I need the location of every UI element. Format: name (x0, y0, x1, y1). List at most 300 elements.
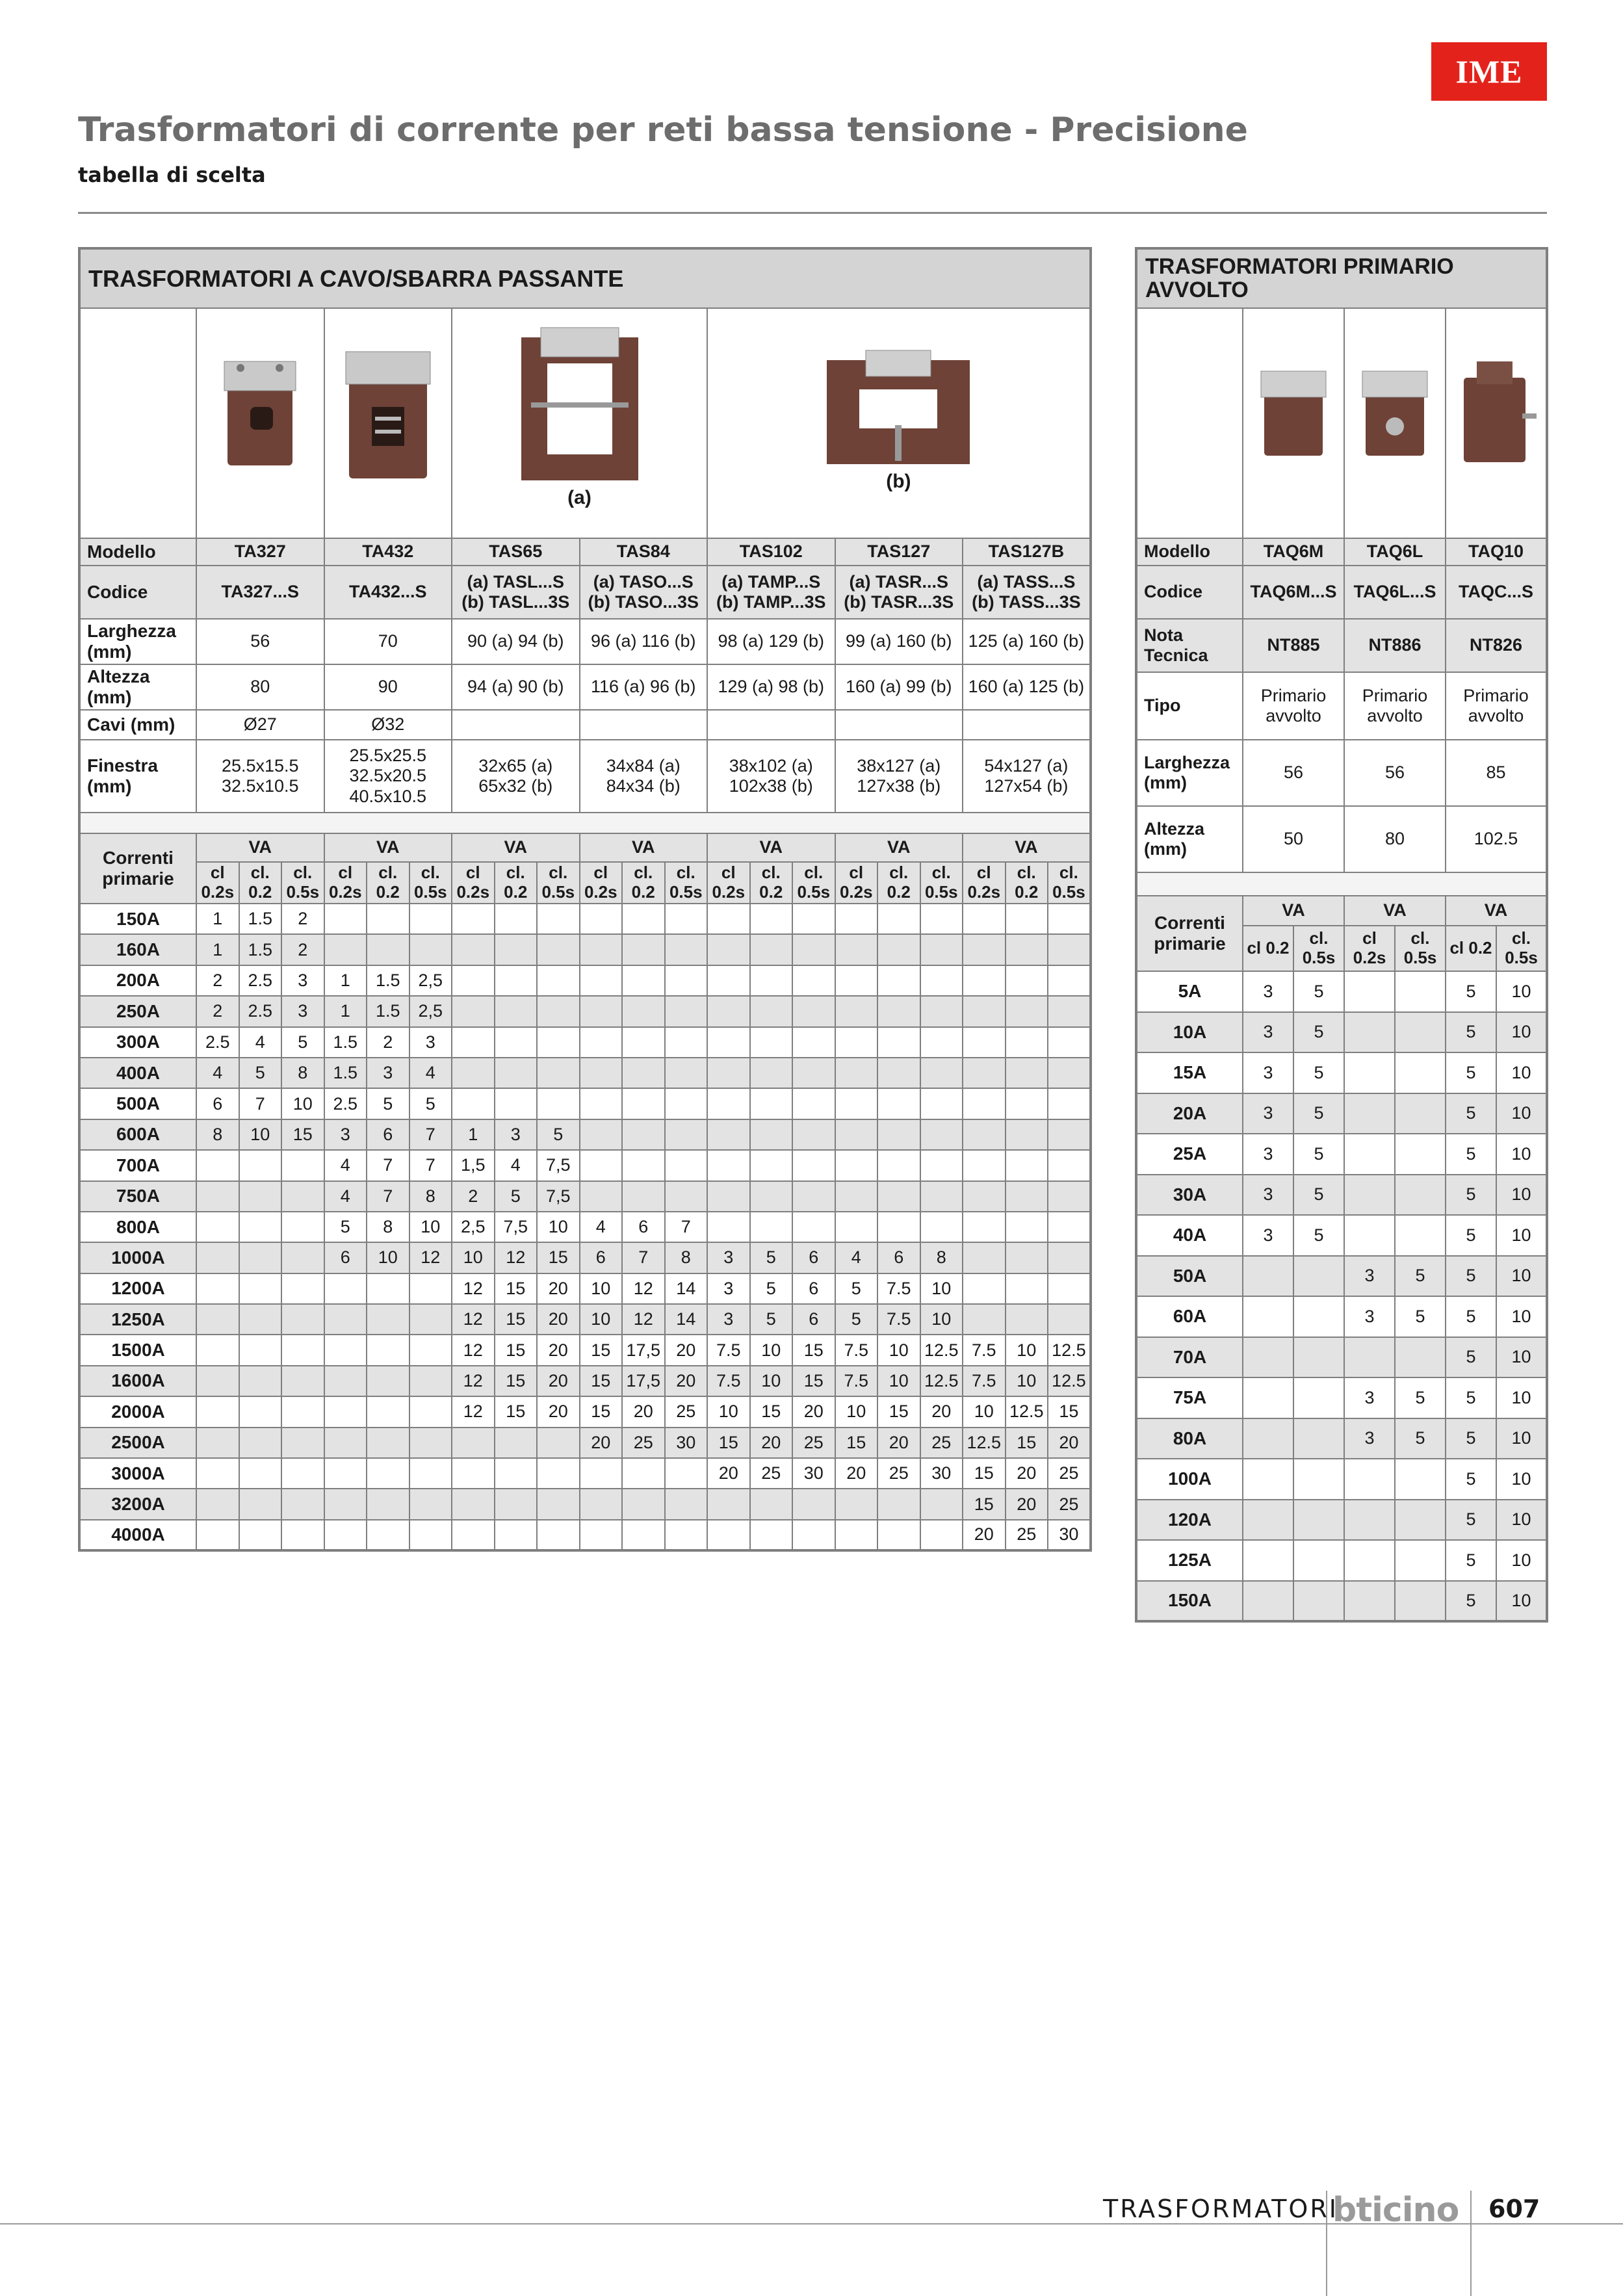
tipo-cell: Primario avvolto (1344, 672, 1446, 740)
va-value-cell (495, 934, 538, 965)
va-value-cell-right: 5 (1446, 1052, 1496, 1093)
va-value-cell-right: 3 (1243, 1052, 1293, 1093)
va-value-cell (239, 1273, 282, 1304)
codice-cell: (a) TASO...S (b) TASO...3S (580, 566, 708, 619)
va-value-cell (281, 1366, 324, 1396)
class-header: cl. 0.5s (792, 862, 835, 904)
va-value-cell (750, 1088, 793, 1119)
va-value-cell (963, 1027, 1006, 1058)
va-value-cell (622, 904, 665, 934)
va-value-cell-right: 3 (1243, 971, 1293, 1012)
va-value-cell: 7.5 (963, 1335, 1006, 1365)
modello-cell: TA327 (196, 538, 324, 566)
va-value-cell: 2,5 (452, 1212, 495, 1242)
va-value-cell: 5 (324, 1212, 367, 1242)
va-value-cell: 7 (367, 1150, 409, 1181)
va-value-cell (196, 1150, 239, 1181)
va-value-cell: 12 (622, 1273, 665, 1304)
va-value-cell (239, 1212, 282, 1242)
va-value-cell (877, 1058, 920, 1088)
current-label-right: 10A (1136, 1012, 1243, 1053)
va-value-cell-right (1395, 1337, 1446, 1378)
modello-cell: TAS65 (452, 538, 580, 566)
va-value-cell-right: 3 (1344, 1296, 1395, 1337)
va-value-cell-right: 5 (1446, 1296, 1496, 1337)
current-label-right: 15A (1136, 1052, 1243, 1093)
ta327-photo-cell (196, 308, 324, 538)
va-value-cell (792, 1150, 835, 1181)
va-value-cell (452, 1520, 495, 1550)
va-value-cell-right: 5 (1446, 1134, 1496, 1175)
va-value-cell: 7,5 (495, 1212, 538, 1242)
va-value-cell-right (1395, 1175, 1446, 1216)
ta432-photo (336, 335, 440, 485)
va-value-cell (239, 1428, 282, 1458)
taq6m-photo-cell (1243, 308, 1344, 538)
va-value-cell (963, 1304, 1006, 1335)
va-value-cell-right (1293, 1540, 1344, 1581)
va-value-cell: 25 (792, 1428, 835, 1458)
va-value-cell: 3 (281, 965, 324, 996)
class-header: cl. 0.2 (495, 862, 538, 904)
va-value-cell: 20 (537, 1335, 580, 1365)
va-value-cell (750, 1489, 793, 1519)
va-value-cell (920, 1027, 963, 1058)
va-value-cell (409, 1335, 452, 1365)
va-value-cell-right: 5 (1446, 1093, 1496, 1134)
va-value-cell (537, 1088, 580, 1119)
current-label: 500A (79, 1088, 196, 1119)
current-label: 1500A (79, 1335, 196, 1365)
va-value-cell (580, 934, 623, 965)
va-value-cell: 7 (665, 1212, 708, 1242)
va-value-cell-right: 3 (1243, 1134, 1293, 1175)
va-value-cell (495, 1458, 538, 1489)
va-value-cell: 2 (281, 904, 324, 934)
va-value-cell (920, 1520, 963, 1550)
nota-tecnica-cell: NT826 (1446, 619, 1547, 672)
va-value-cell-right (1344, 1500, 1395, 1541)
va-value-cell: 10 (409, 1212, 452, 1242)
va-value-cell-right (1243, 1377, 1293, 1418)
va-value-cell (963, 934, 1006, 965)
va-value-cell: 20 (580, 1428, 623, 1458)
va-value-cell: 25 (622, 1428, 665, 1458)
va-header-right: VA (1344, 896, 1446, 926)
va-value-cell (196, 1366, 239, 1396)
va-value-cell: 8 (665, 1242, 708, 1273)
va-value-cell-right (1395, 1012, 1446, 1053)
altezza-right-label: Altezza (mm) (1136, 806, 1243, 872)
va-value-cell (920, 1489, 963, 1519)
va-value-cell (1006, 1119, 1048, 1150)
va-value-cell (707, 1058, 750, 1088)
va-value-cell: 25 (920, 1428, 963, 1458)
va-value-cell (835, 1520, 878, 1550)
va-value-cell (537, 1489, 580, 1519)
va-value-cell-right: 10 (1496, 971, 1547, 1012)
va-value-cell (196, 1304, 239, 1335)
cavi-cell (707, 710, 835, 740)
va-value-cell-right (1243, 1296, 1293, 1337)
va-value-cell (835, 1088, 878, 1119)
image-caption-b: (b) (886, 470, 911, 492)
va-value-cell: 7.5 (707, 1366, 750, 1396)
va-value-cell (495, 1058, 538, 1088)
va-value-cell-right: 3 (1344, 1418, 1395, 1459)
va-value-cell: 10 (750, 1335, 793, 1365)
cavi-cell (580, 710, 708, 740)
va-value-cell (409, 1396, 452, 1427)
altezza-cell: 160 (a) 125 (b) (963, 664, 1091, 710)
va-value-cell-right: 5 (1293, 1052, 1344, 1093)
va-value-cell (367, 1273, 409, 1304)
class-header: cl 0.2s (835, 862, 878, 904)
va-value-cell (1048, 1150, 1091, 1181)
va-value-cell (792, 1058, 835, 1088)
va-value-cell (196, 1458, 239, 1489)
va-value-cell: 5 (367, 1088, 409, 1119)
footer-section: TRASFORMATORI (1103, 2195, 1338, 2223)
va-value-cell (835, 965, 878, 996)
va-value-cell (792, 1027, 835, 1058)
va-value-cell (1048, 1181, 1091, 1212)
va-value-cell (665, 996, 708, 1026)
va-value-cell: 7.5 (877, 1273, 920, 1304)
va-value-cell: 7.5 (877, 1304, 920, 1335)
va-value-cell (1048, 904, 1091, 934)
va-value-cell-right (1293, 1459, 1344, 1500)
va-value-cell (1048, 1304, 1091, 1335)
va-value-cell (537, 1458, 580, 1489)
va-value-cell (196, 1489, 239, 1519)
va-value-cell-right (1395, 1540, 1446, 1581)
va-value-cell (750, 904, 793, 934)
va-value-cell (324, 1304, 367, 1335)
va-value-cell: 10 (580, 1273, 623, 1304)
image-spacer-right (1136, 308, 1243, 538)
taq6m-photo (1254, 361, 1332, 459)
va-value-cell (622, 996, 665, 1026)
va-value-cell (196, 1212, 239, 1242)
va-value-cell: 17,5 (622, 1335, 665, 1365)
va-value-cell (239, 1489, 282, 1519)
va-value-cell: 6 (877, 1242, 920, 1273)
va-value-cell-right: 5 (1446, 1256, 1496, 1297)
va-value-cell (196, 1242, 239, 1273)
va-value-cell (495, 1428, 538, 1458)
va-value-cell-right: 5 (1293, 1093, 1344, 1134)
larghezza-right-cell: 85 (1446, 740, 1547, 806)
va-value-cell: 12 (452, 1304, 495, 1335)
va-value-cell (920, 904, 963, 934)
va-value-cell-right: 5 (1293, 971, 1344, 1012)
va-value-cell: 12.5 (920, 1335, 963, 1365)
va-value-cell (1006, 1242, 1048, 1273)
va-value-cell (281, 1396, 324, 1427)
va-value-cell (665, 1027, 708, 1058)
tipo-label: Tipo (1136, 672, 1243, 740)
va-value-cell: 3 (495, 1119, 538, 1150)
va-value-cell (665, 1119, 708, 1150)
va-value-cell (920, 1058, 963, 1088)
va-value-cell: 10 (877, 1366, 920, 1396)
va-value-cell: 4 (196, 1058, 239, 1088)
va-value-cell: 2 (196, 965, 239, 996)
codice-right-cell: TAQ6M...S (1243, 566, 1344, 619)
va-value-cell: 12.5 (1006, 1396, 1048, 1427)
va-value-cell (877, 1489, 920, 1519)
va-value-cell: 5 (750, 1273, 793, 1304)
va-value-cell: 20 (877, 1428, 920, 1458)
va-value-cell (920, 1212, 963, 1242)
va-value-cell-right (1344, 1052, 1395, 1093)
current-label: 4000A (79, 1520, 196, 1550)
table-spacer (79, 813, 1091, 833)
va-value-cell (1048, 1027, 1091, 1058)
va-value-cell-right: 5 (1395, 1418, 1446, 1459)
va-value-cell (792, 1119, 835, 1150)
va-value-cell: 15 (835, 1428, 878, 1458)
va-value-cell (963, 1058, 1006, 1088)
class-header-right: cl 0.2s (1344, 926, 1395, 971)
va-value-cell-right: 5 (1446, 1215, 1496, 1256)
altezza-label: Altezza (mm) (79, 664, 196, 710)
va-value-cell (622, 934, 665, 965)
va-value-cell-right (1344, 1134, 1395, 1175)
larghezza-cell: 90 (a) 94 (b) (452, 619, 580, 664)
va-value-cell (367, 934, 409, 965)
current-label-right: 5A (1136, 971, 1243, 1012)
cavi-cell: Ø32 (324, 710, 452, 740)
va-value-cell: 1 (196, 904, 239, 934)
larghezza-cell: 96 (a) 116 (b) (580, 619, 708, 664)
altezza-right-cell: 50 (1243, 806, 1344, 872)
va-value-cell: 12 (452, 1273, 495, 1304)
va-value-cell (495, 1088, 538, 1119)
va-value-cell (792, 1520, 835, 1550)
header-divider (78, 212, 1547, 214)
va-value-cell-right (1293, 1296, 1344, 1337)
va-value-cell (877, 1150, 920, 1181)
va-value-cell-right: 5 (1446, 1337, 1496, 1378)
va-value-cell (707, 1520, 750, 1550)
va-value-cell (409, 1428, 452, 1458)
va-value-cell (196, 1520, 239, 1550)
va-value-cell (750, 965, 793, 996)
va-value-cell: 30 (1048, 1520, 1091, 1550)
va-value-cell: 12 (452, 1366, 495, 1396)
va-value-cell: 20 (537, 1273, 580, 1304)
class-header: cl 0.2s (707, 862, 750, 904)
class-header: cl 0.2s (580, 862, 623, 904)
va-value-cell: 12.5 (1048, 1366, 1091, 1396)
va-value-cell-right: 5 (1446, 1459, 1496, 1500)
va-value-cell: 15 (495, 1273, 538, 1304)
va-value-cell (580, 1489, 623, 1519)
current-label: 150A (79, 904, 196, 934)
va-value-cell (622, 1520, 665, 1550)
va-value-cell: 7 (409, 1119, 452, 1150)
va-value-cell: 5 (835, 1273, 878, 1304)
va-value-cell (750, 1181, 793, 1212)
va-value-cell (281, 1489, 324, 1519)
va-value-cell: 2.5 (196, 1027, 239, 1058)
va-value-cell (495, 904, 538, 934)
va-value-cell: 15 (495, 1366, 538, 1396)
class-header: cl. 0.2 (877, 862, 920, 904)
va-value-cell: 3 (367, 1058, 409, 1088)
va-value-cell (707, 904, 750, 934)
va-header: VA (707, 833, 835, 862)
va-value-cell (920, 1150, 963, 1181)
va-value-cell (792, 1489, 835, 1519)
va-value-cell-right (1344, 1093, 1395, 1134)
finestra-cell: 38x127 (a) 127x38 (b) (835, 740, 963, 813)
page-title: Trasformatori di corrente per reti bassa tensione - Precisione (78, 111, 1248, 150)
va-header: VA (835, 833, 963, 862)
va-value-cell (281, 1212, 324, 1242)
va-value-cell (239, 1335, 282, 1365)
va-value-cell: 4 (580, 1212, 623, 1242)
finestra-cell: 38x102 (a) 102x38 (b) (707, 740, 835, 813)
va-value-cell-right (1293, 1500, 1344, 1541)
va-value-cell: 30 (920, 1458, 963, 1489)
va-value-cell: 15 (580, 1335, 623, 1365)
current-label-right: 30A (1136, 1175, 1243, 1216)
va-value-cell-right: 10 (1496, 1093, 1547, 1134)
va-value-cell (367, 1335, 409, 1365)
va-value-cell (665, 1088, 708, 1119)
va-value-cell-right (1243, 1500, 1293, 1541)
va-value-cell: 1.5 (239, 934, 282, 965)
va-header: VA (196, 833, 324, 862)
va-value-cell (1048, 1273, 1091, 1304)
va-value-cell (452, 965, 495, 996)
va-value-cell (580, 996, 623, 1026)
va-value-cell (622, 1489, 665, 1519)
va-value-cell: 12 (452, 1396, 495, 1427)
nota-tecnica-cell: NT886 (1344, 619, 1446, 672)
class-header: cl 0.2s (452, 862, 495, 904)
va-value-cell: 5 (750, 1242, 793, 1273)
va-value-cell (196, 1428, 239, 1458)
va-value-cell (580, 1458, 623, 1489)
va-value-cell (495, 1520, 538, 1550)
va-value-cell: 5 (750, 1304, 793, 1335)
va-value-cell (281, 1304, 324, 1335)
larghezza-cell: 125 (a) 160 (b) (963, 619, 1091, 664)
va-value-cell (239, 1242, 282, 1273)
va-value-cell (665, 1058, 708, 1088)
va-value-cell-right (1395, 971, 1446, 1012)
va-value-cell (409, 1273, 452, 1304)
va-value-cell: 20 (792, 1396, 835, 1427)
modello-label: Modello (79, 538, 196, 566)
va-value-cell (1048, 996, 1091, 1026)
va-value-cell-right (1344, 1175, 1395, 1216)
class-header-right: cl. 0.5s (1496, 926, 1547, 971)
va-value-cell (239, 1520, 282, 1550)
va-value-cell-right: 5 (1446, 971, 1496, 1012)
codice-right-label: Codice (1136, 566, 1243, 619)
va-value-cell: 15 (1048, 1396, 1091, 1427)
va-value-cell (1006, 904, 1048, 934)
current-label: 1250A (79, 1304, 196, 1335)
larghezza-cell: 99 (a) 160 (b) (835, 619, 963, 664)
va-value-cell (877, 1119, 920, 1150)
current-label: 300A (79, 1027, 196, 1058)
nota-tecnica-cell: NT885 (1243, 619, 1344, 672)
taq6l-photo (1356, 361, 1434, 459)
va-value-cell: 12.5 (1048, 1335, 1091, 1365)
va-value-cell (196, 1181, 239, 1212)
va-value-cell-right (1395, 1134, 1446, 1175)
va-value-cell: 20 (1006, 1489, 1048, 1519)
va-value-cell (1048, 934, 1091, 965)
va-value-cell: 8 (367, 1212, 409, 1242)
va-value-cell (281, 1520, 324, 1550)
altezza-cell: 129 (a) 98 (b) (707, 664, 835, 710)
nota-tecnica-label: Nota Tecnica (1136, 619, 1243, 672)
va-value-cell (537, 904, 580, 934)
va-value-cell (963, 904, 1006, 934)
va-value-cell (707, 1088, 750, 1119)
va-value-cell (963, 1212, 1006, 1242)
codice-cell: (a) TASL...S (b) TASL...3S (452, 566, 580, 619)
tipo-cell: Primario avvolto (1243, 672, 1344, 740)
va-value-cell (835, 1119, 878, 1150)
va-value-cell (792, 996, 835, 1026)
va-value-cell (537, 1428, 580, 1458)
va-value-cell (622, 965, 665, 996)
va-value-cell (835, 1489, 878, 1519)
va-value-cell (622, 1119, 665, 1150)
va-value-cell (452, 1489, 495, 1519)
va-value-cell: 20 (707, 1458, 750, 1489)
va-value-cell-right: 5 (1293, 1215, 1344, 1256)
va-value-cell: 7 (409, 1150, 452, 1181)
va-value-cell (537, 1058, 580, 1088)
va-value-cell-right (1293, 1256, 1344, 1297)
current-label: 700A (79, 1150, 196, 1181)
va-value-cell (792, 1212, 835, 1242)
ta432-photo-cell (324, 308, 452, 538)
va-value-cell: 4 (324, 1181, 367, 1212)
va-value-cell: 3 (409, 1027, 452, 1058)
va-value-cell: 2,5 (409, 996, 452, 1026)
va-value-cell (665, 1489, 708, 1519)
va-header: VA (580, 833, 708, 862)
class-header: cl 0.2s (196, 862, 239, 904)
current-label: 1000A (79, 1242, 196, 1273)
va-value-cell (707, 1027, 750, 1058)
va-value-cell-right: 10 (1496, 1296, 1547, 1337)
altezza-right-cell: 102.5 (1446, 806, 1547, 872)
current-label-right: 50A (1136, 1256, 1243, 1297)
ta327-photo (214, 348, 305, 472)
va-value-cell (1048, 965, 1091, 996)
va-value-cell (324, 1396, 367, 1427)
va-value-cell (239, 1181, 282, 1212)
va-value-cell (665, 1150, 708, 1181)
va-value-cell (537, 1520, 580, 1550)
codice-cell: TA327...S (196, 566, 324, 619)
va-value-cell (963, 1150, 1006, 1181)
class-header: cl. 0.2 (367, 862, 409, 904)
codice-right-cell: TAQC...S (1446, 566, 1547, 619)
va-value-cell (537, 996, 580, 1026)
